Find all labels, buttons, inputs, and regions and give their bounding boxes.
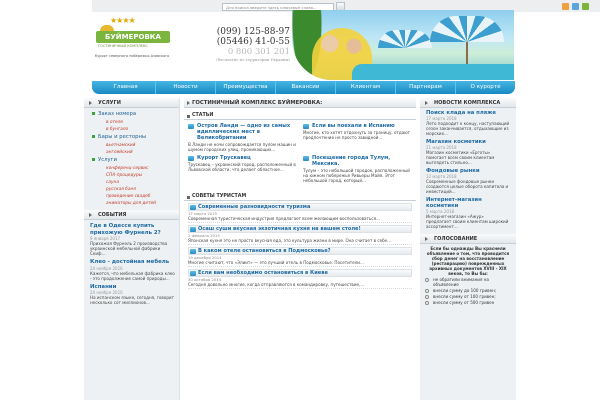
articles-header: [184, 112, 416, 120]
menu-item-label: Бары и ресторны: [98, 134, 147, 140]
event-text: Прихожая Фурнель 2 производства украинской мебельной фабрики Скиф...: [90, 241, 168, 256]
news-date: 5 марта 2018: [426, 209, 455, 214]
article-title[interactable]: Если вы поехали в Испанию: [303, 123, 412, 129]
menu-item-label: Услуги: [98, 157, 117, 163]
tip-date: 17 марта 2015: [188, 211, 218, 216]
main-nav: [92, 81, 515, 94]
menu-item-label: Заказ номера: [98, 111, 137, 117]
submenu-item[interactable]: английский: [106, 150, 133, 155]
event-date: 24 ноября 2016: [90, 265, 123, 271]
menu-item-booking[interactable]: [84, 110, 179, 119]
article-icon: [303, 124, 309, 129]
square-icon: [187, 115, 190, 118]
poll-option[interactable]: внесли сумму до 100 гривен;: [425, 288, 511, 293]
article-icon: [188, 156, 194, 161]
tip-item: [188, 269, 412, 289]
events-header: [84, 210, 179, 220]
right-sidebar: [420, 98, 516, 400]
event-title[interactable]: Клео - достойная мебель: [90, 259, 170, 265]
tips-list: [184, 201, 416, 293]
news-text: Лето подходит к концу, наступающий сезон заканчивается, отдыхающие из морских...: [426, 121, 510, 136]
list-item: [426, 110, 510, 136]
pool-shape: [352, 64, 514, 80]
tip-text: Современная туристическая индустрия предлагает всем желающим воспользоваться...: [188, 216, 380, 221]
nav-vacancies[interactable]: Вакансии: [276, 81, 336, 94]
radio-icon[interactable]: [425, 295, 429, 299]
square-icon: [187, 196, 190, 199]
home-icon[interactable]: [562, 3, 569, 10]
radio-icon[interactable]: [425, 289, 429, 293]
news-text: Современные фондовые рынки создаются целые оборота капитала и инвестиций...: [426, 179, 509, 194]
poll-header: [420, 234, 516, 244]
submenu-item[interactable]: в отеле: [106, 120, 124, 125]
news-date: 17 марта 2018: [426, 116, 457, 121]
list-item: [90, 223, 175, 256]
news-text: Интернет-магазин «Ажур» предлагает своим клиентам широкий ассортимент...: [426, 214, 509, 229]
news-title: НОВОСТИ КОМПЛЕКСА: [434, 100, 501, 106]
submenu-item[interactable]: СПА-процедуры: [106, 173, 143, 178]
tip-icon: [190, 271, 196, 276]
logo-slogan: Курорт северного побережья Азовского: [94, 54, 170, 58]
nav-home[interactable]: Главная: [96, 81, 156, 94]
tip-title[interactable]: Осаш суши вкусная экзотичная кухня на вашем столе!: [188, 225, 412, 233]
article-title[interactable]: Остров Ланди — одно из самых идиллических мест в Великобритании: [188, 123, 297, 141]
main-content: [184, 98, 416, 400]
umbrella-icon: [430, 16, 504, 42]
tip-icon: [190, 205, 196, 210]
umbrella-icon: [378, 30, 432, 48]
article-item: [303, 155, 412, 183]
article-icon: [188, 124, 194, 129]
services-menu: [84, 108, 179, 210]
arrow-icon: [425, 237, 428, 241]
submenu-item[interactable]: аниматоры для детей: [106, 201, 156, 206]
submenu-item[interactable]: сауна: [106, 180, 119, 185]
mail-icon[interactable]: [572, 3, 579, 10]
logo-subtitle: ГОСТИНИЧНЫЙ КОМПЛЕКС: [98, 44, 148, 48]
top-icons: [562, 3, 594, 10]
article-text: Тулум – это небольшой городок, расположенный на южном побережье Ривьеры Майя. Этот небольшой город, который...: [303, 168, 410, 183]
phone-1: (099) 125-88-97: [216, 27, 290, 37]
news-title[interactable]: Поиск клада на пляже: [426, 110, 496, 116]
article-text: В Ланди не ночи сопровождается пулом машин и шумом городских улиц, проникающих...: [188, 142, 296, 152]
news-header: [420, 98, 516, 108]
page-margin-right: [516, 98, 600, 400]
content-header: [184, 98, 416, 108]
tip-title[interactable]: Если вам необходимо остановиться в Киеве: [188, 269, 412, 277]
poll-option[interactable]: внесли сумму от 500 гривен: [425, 300, 511, 305]
news-title[interactable]: Магазин косметики: [426, 139, 486, 145]
nav-clients[interactable]: Клиентам: [336, 81, 396, 94]
event-text: Кажется, что мебельная фабрика клео - это продолжение самой природы...: [90, 270, 175, 281]
articles-grid: [184, 120, 416, 189]
articles-title: СТАТЬИ: [192, 113, 214, 118]
events-list: [84, 220, 179, 305]
event-title[interactable]: Где в Одессе купить прихожую Фурнель 2?: [90, 223, 161, 236]
list-item: [90, 284, 175, 306]
submenu-item[interactable]: русская баня: [106, 187, 136, 192]
article-text: Трускавец – украинский город, расположенный в Львовской области, что делает областное...: [188, 162, 296, 172]
submenu-item[interactable]: конференц-сервис: [106, 166, 149, 171]
news-date: 12 марта 2018: [426, 174, 457, 179]
article-item: [303, 123, 412, 152]
article-title[interactable]: Курорт Трускавец: [188, 155, 297, 161]
tip-text: Многие считают, что «Элиит» — это лучший отель в Подмосковье. Посетители...: [188, 260, 364, 265]
services-title: УСЛУГИ: [98, 100, 121, 106]
tip-date: 30 октября 2014: [188, 277, 222, 282]
tip-text: Японская кухня это не просто вкусная еда, это культура жизни в мире. Она считает в себе...: [188, 238, 392, 243]
event-date: 24 ноября 2016: [90, 290, 123, 295]
poll-option[interactable]: не обратили внимания на объявление: [425, 277, 511, 287]
poll-question: Если бы однажды Вы краснели объявление о том, что проводится сбор денег на восстановление (реставрацию) поврежденных архивных документов XVIII - XIX веков, то Вы бы:: [426, 246, 510, 276]
tip-icon: [190, 227, 196, 232]
nav-advantages[interactable]: Преимущества: [216, 81, 276, 94]
left-sidebar: [84, 98, 180, 400]
menu-item-bars[interactable]: [84, 133, 179, 142]
news-list: [420, 108, 516, 234]
event-text: На испанском языке, сегодня, говорит несколько сот миллионов...: [90, 295, 174, 305]
arrow-icon: [89, 101, 92, 105]
search-input[interactable]: Для поиска введите здесь ключевые слова...: [222, 3, 334, 11]
submenu-item[interactable]: проведение свадеб: [106, 194, 151, 199]
tip-title[interactable]: В каком отеле остановиться в Подмосковье?: [188, 247, 412, 255]
tip-date: 2 февраля 2015: [188, 233, 220, 238]
page-title: ГОСТИНИЧНЫЙ КОМПЛЕКС БУЙМЕРОВКА:: [192, 100, 323, 106]
tip-item: [188, 225, 412, 245]
article-item: [188, 123, 297, 152]
bullet-icon: [92, 135, 95, 138]
events-title: СОБЫТИЯ: [98, 212, 127, 218]
logo[interactable]: [92, 16, 172, 74]
radio-icon[interactable]: [425, 278, 429, 282]
list-item: [426, 197, 510, 229]
arrow-icon: [187, 101, 190, 105]
logo-name: БУЙМЕРОВКА: [96, 31, 170, 43]
tip-item: [188, 247, 412, 267]
nav-resort[interactable]: О курорте: [470, 84, 501, 90]
article-item: [188, 155, 297, 183]
nav-partners[interactable]: Партнерам: [396, 81, 456, 94]
news-title[interactable]: Фондовые рынки: [426, 168, 480, 174]
phone-3: 0 800 301 201: [227, 47, 290, 57]
bullet-icon: [92, 112, 95, 115]
poll-block: [420, 244, 516, 307]
news-text: Магазин косметики «Ерготы» помогает всем своим клиентам выглядеть стильно...: [426, 150, 495, 165]
event-title[interactable]: Испании: [90, 283, 117, 290]
tips-header: [184, 193, 416, 201]
submenu-item[interactable]: вьетнамский: [106, 143, 136, 148]
event-date: 9 января 2017: [90, 236, 121, 241]
news-title[interactable]: Интернет-магазин косметики: [426, 197, 482, 209]
article-title[interactable]: Посещение города Тулум, Мексика.: [303, 155, 412, 167]
tip-text: Сегодня довольно многие, когда отправляются в командировку, путешествие,...: [188, 282, 365, 287]
article-text: Многие, кто хотят отдохнуть за границу, отдают предпочтение не просто завидной...: [303, 130, 411, 140]
services-header: [84, 98, 179, 108]
list-item: [426, 139, 510, 165]
list-item: [426, 168, 510, 194]
logo-stars: ★★★★: [110, 16, 135, 25]
poll-option[interactable]: внесли сумму от 100 гривен;: [425, 294, 511, 299]
submenu-item[interactable]: в бунгало: [106, 127, 129, 132]
phone-2: (05446) 41-0-55: [216, 37, 290, 47]
news-date: 21 марта 2018: [426, 145, 457, 150]
sitemap-icon[interactable]: [582, 3, 589, 10]
tip-date: 19 декабря 2014: [188, 255, 222, 260]
radio-icon[interactable]: [425, 301, 429, 305]
article-icon: [303, 156, 309, 161]
tip-item: [188, 203, 412, 223]
tips-title: СОВЕТЫ ТУРИСТАМ: [192, 194, 247, 199]
page-margin-left: [0, 98, 84, 400]
phones-block: [180, 27, 290, 63]
list-item: [90, 259, 175, 281]
menu-item-services[interactable]: [84, 156, 179, 165]
arrow-icon: [89, 213, 92, 217]
poll-title: ГОЛОСОВАНИЕ: [434, 236, 478, 242]
bullet-icon: [92, 158, 95, 161]
tip-title[interactable]: Современные разновидности туризма: [188, 203, 412, 211]
phone-note: (бесплатно по территории Украины): [216, 57, 290, 62]
arrow-icon: [425, 101, 428, 105]
tip-icon: [190, 249, 196, 254]
header-photo: [292, 10, 514, 80]
nav-news[interactable]: Новости: [156, 81, 216, 94]
